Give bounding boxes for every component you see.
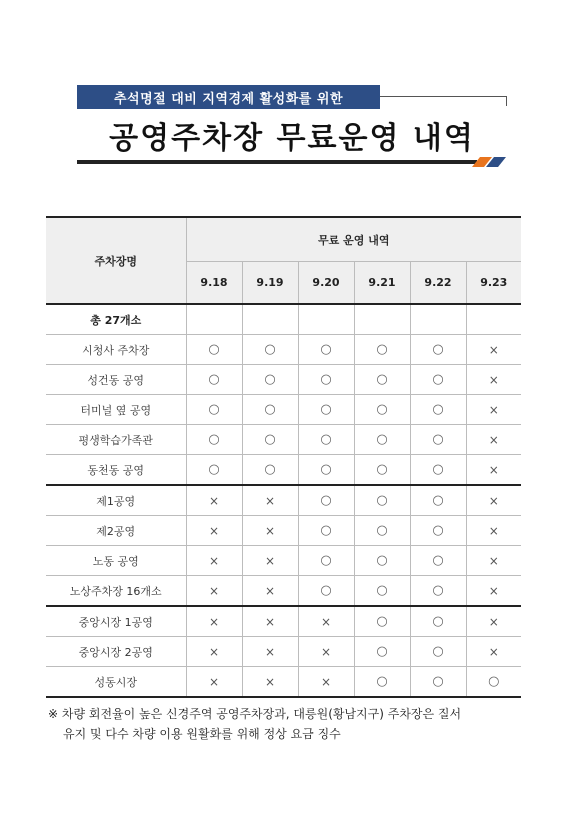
unavailable-mark: × [488, 462, 499, 477]
available-mark: ○ [432, 583, 444, 598]
date-header: 9.21 [354, 262, 410, 305]
available-mark: ○ [320, 432, 332, 447]
unavailable-mark: × [208, 553, 220, 568]
availability-cell [354, 395, 410, 425]
available-mark: ○ [432, 432, 444, 447]
available-mark: ○ [432, 614, 444, 629]
banner-rule [380, 96, 507, 97]
parking-lot-name: 제2공영 [46, 516, 186, 546]
availability-cell [410, 485, 466, 516]
availability-cell [354, 516, 410, 546]
available-mark: ○ [376, 432, 388, 447]
availability-cell [466, 546, 521, 576]
available-mark: ○ [208, 372, 220, 387]
unavailable-mark: × [264, 644, 276, 659]
unavailable-mark: × [488, 342, 499, 357]
table-row [46, 576, 521, 607]
availability-cell [466, 395, 521, 425]
date-header: 9.20 [298, 262, 354, 305]
parking-lot-name: 평생학습가족관 [46, 425, 186, 455]
availability-cell [354, 455, 410, 486]
availability-cell [466, 425, 521, 455]
availability-cell [186, 637, 242, 667]
table-row [46, 395, 521, 425]
table-row [46, 516, 521, 546]
date-header: 9.22 [410, 262, 466, 305]
availability-cell [466, 335, 521, 365]
total-count-cell: 총 27개소 [46, 304, 186, 335]
availability-cell [410, 516, 466, 546]
availability-cell [298, 546, 354, 576]
parking-lot-name: 성건동 공영 [46, 365, 186, 395]
empty-cell [410, 304, 466, 335]
parking-lot-name: 중앙시장 1공영 [46, 606, 186, 637]
availability-cell [242, 667, 298, 698]
available-mark: ○ [488, 674, 500, 689]
unavailable-mark: × [488, 372, 499, 387]
available-mark: ○ [208, 432, 220, 447]
available-mark: ○ [432, 402, 444, 417]
available-mark: ○ [432, 674, 444, 689]
available-mark: ○ [208, 462, 220, 477]
availability-cell [186, 335, 242, 365]
parking-lot-name: 노동 공영 [46, 546, 186, 576]
table-row [46, 455, 521, 486]
available-mark: ○ [264, 462, 276, 477]
availability-cell [466, 576, 521, 607]
parking-name-header: 주차장명 [46, 217, 186, 304]
date-header: 9.18 [186, 262, 242, 305]
available-mark: ○ [320, 493, 332, 508]
empty-cell [242, 304, 298, 335]
availability-cell [410, 637, 466, 667]
date-header: 9.19 [242, 262, 298, 305]
empty-cell [298, 304, 354, 335]
availability-cell [242, 395, 298, 425]
availability-cell [466, 365, 521, 395]
footnote-line-1: ※ 차량 회전율이 높은 신경주역 공영주차장과, 대릉원(황남지구) 주차장은 질서 [48, 707, 462, 721]
subtitle-banner: 추석명절 대비 지역경제 활성화를 위한 [77, 85, 380, 109]
empty-cell [466, 304, 521, 335]
unavailable-mark: × [488, 614, 499, 629]
availability-cell [410, 455, 466, 486]
unavailable-mark: × [264, 583, 276, 598]
availability-cell [186, 606, 242, 637]
footnote-line-2: 유지 및 다수 차량 이용 원활화를 위해 정상 요금 징수 [63, 727, 341, 741]
availability-cell [410, 365, 466, 395]
available-mark: ○ [376, 583, 388, 598]
availability-cell [354, 546, 410, 576]
availability-cell [186, 546, 242, 576]
availability-cell [410, 667, 466, 698]
parking-lot-name: 시청사 주차장 [46, 335, 186, 365]
available-mark: ○ [320, 342, 332, 357]
availability-cell [298, 667, 354, 698]
page-title: 공영주차장 무료운영 내역 [109, 121, 475, 156]
title-accent-stripes [466, 157, 506, 167]
unavailable-mark: × [208, 583, 220, 598]
available-mark: ○ [208, 342, 220, 357]
unavailable-mark: × [264, 493, 276, 508]
availability-cell [298, 637, 354, 667]
availability-cell [410, 335, 466, 365]
availability-cell [354, 335, 410, 365]
availability-cell [354, 606, 410, 637]
availability-cell [466, 455, 521, 486]
parking-lot-name: 성동시장 [46, 667, 186, 698]
availability-cell [186, 576, 242, 607]
table-row [46, 335, 521, 365]
available-mark: ○ [376, 493, 388, 508]
unavailable-mark: × [208, 674, 220, 689]
availability-cell [410, 576, 466, 607]
availability-cell [466, 516, 521, 546]
available-mark: ○ [376, 674, 388, 689]
available-mark: ○ [376, 644, 388, 659]
availability-cell [186, 485, 242, 516]
available-mark: ○ [432, 462, 444, 477]
availability-cell [410, 606, 466, 637]
availability-cell [298, 395, 354, 425]
available-mark: ○ [376, 372, 388, 387]
available-mark: ○ [432, 342, 444, 357]
unavailable-mark: × [320, 644, 332, 659]
table-row [46, 365, 521, 395]
available-mark: ○ [376, 402, 388, 417]
availability-cell [354, 365, 410, 395]
parking-lot-name: 동천동 공영 [46, 455, 186, 486]
table-row [46, 425, 521, 455]
table-row [46, 667, 521, 698]
availability-cell [410, 425, 466, 455]
available-mark: ○ [376, 614, 388, 629]
availability-cell [298, 455, 354, 486]
available-mark: ○ [320, 553, 332, 568]
available-mark: ○ [264, 342, 276, 357]
table-row [46, 546, 521, 576]
availability-cell [298, 365, 354, 395]
available-mark: ○ [432, 523, 444, 538]
availability-cell [242, 365, 298, 395]
available-mark: ○ [432, 493, 444, 508]
availability-cell [466, 667, 521, 698]
available-mark: ○ [432, 553, 444, 568]
unavailable-mark: × [264, 674, 276, 689]
availability-cell [242, 576, 298, 607]
table-row [46, 606, 521, 637]
availability-cell [466, 606, 521, 637]
available-mark: ○ [320, 402, 332, 417]
availability-cell [466, 485, 521, 516]
availability-cell [186, 365, 242, 395]
unavailable-mark: × [488, 493, 499, 508]
unavailable-mark: × [488, 644, 499, 659]
parking-lot-name: 터미널 옆 공영 [46, 395, 186, 425]
available-mark: ○ [432, 372, 444, 387]
available-mark: ○ [376, 462, 388, 477]
availability-cell [354, 576, 410, 607]
parking-lot-name: 중앙시장 2공영 [46, 637, 186, 667]
unavailable-mark: × [320, 614, 332, 629]
availability-cell [186, 455, 242, 486]
available-mark: ○ [432, 644, 444, 659]
availability-cell [466, 637, 521, 667]
available-mark: ○ [320, 372, 332, 387]
unavailable-mark: × [208, 493, 220, 508]
availability-cell [242, 637, 298, 667]
availability-cell [242, 516, 298, 546]
unavailable-mark: × [488, 523, 499, 538]
availability-cell [354, 667, 410, 698]
unavailable-mark: × [208, 614, 220, 629]
unavailable-mark: × [320, 674, 332, 689]
availability-cell [298, 516, 354, 546]
unavailable-mark: × [488, 583, 499, 598]
unavailable-mark: × [488, 553, 499, 568]
parking-table [46, 216, 521, 698]
parking-lot-name: 노상주차장 16개소 [46, 576, 186, 607]
availability-cell [354, 485, 410, 516]
availability-cell [298, 425, 354, 455]
available-mark: ○ [264, 402, 276, 417]
availability-cell [242, 546, 298, 576]
available-mark: ○ [264, 372, 276, 387]
unavailable-mark: × [264, 523, 276, 538]
banner-rule-tick [506, 96, 507, 106]
availability-cell [242, 455, 298, 486]
unavailable-mark: × [264, 614, 276, 629]
availability-cell [354, 637, 410, 667]
availability-cell [242, 425, 298, 455]
available-mark: ○ [320, 523, 332, 538]
table-row [46, 637, 521, 667]
availability-cell [186, 667, 242, 698]
date-header: 9.23 [466, 262, 521, 305]
availability-cell [354, 425, 410, 455]
availability-cell [410, 395, 466, 425]
parking-lot-name: 제1공영 [46, 485, 186, 516]
availability-cell [186, 516, 242, 546]
table-row [46, 485, 521, 516]
available-mark: ○ [208, 402, 220, 417]
unavailable-mark: × [208, 644, 220, 659]
availability-cell [298, 485, 354, 516]
free-operation-header: 무료 운영 내역 [186, 217, 521, 262]
unavailable-mark: × [264, 553, 276, 568]
available-mark: ○ [376, 523, 388, 538]
available-mark: ○ [320, 462, 332, 477]
availability-cell [242, 335, 298, 365]
empty-cell [354, 304, 410, 335]
unavailable-mark: × [208, 523, 220, 538]
available-mark: ○ [320, 583, 332, 598]
availability-cell [186, 425, 242, 455]
availability-cell [186, 395, 242, 425]
unavailable-mark: × [488, 402, 499, 417]
availability-cell [242, 485, 298, 516]
availability-cell [298, 335, 354, 365]
available-mark: ○ [376, 342, 388, 357]
unavailable-mark: × [488, 432, 499, 447]
empty-cell [186, 304, 242, 335]
availability-cell [410, 546, 466, 576]
availability-cell [298, 606, 354, 637]
availability-cell [242, 606, 298, 637]
available-mark: ○ [264, 432, 276, 447]
availability-cell [298, 576, 354, 607]
available-mark: ○ [376, 553, 388, 568]
footnote [48, 704, 528, 744]
title-underline [77, 160, 477, 164]
